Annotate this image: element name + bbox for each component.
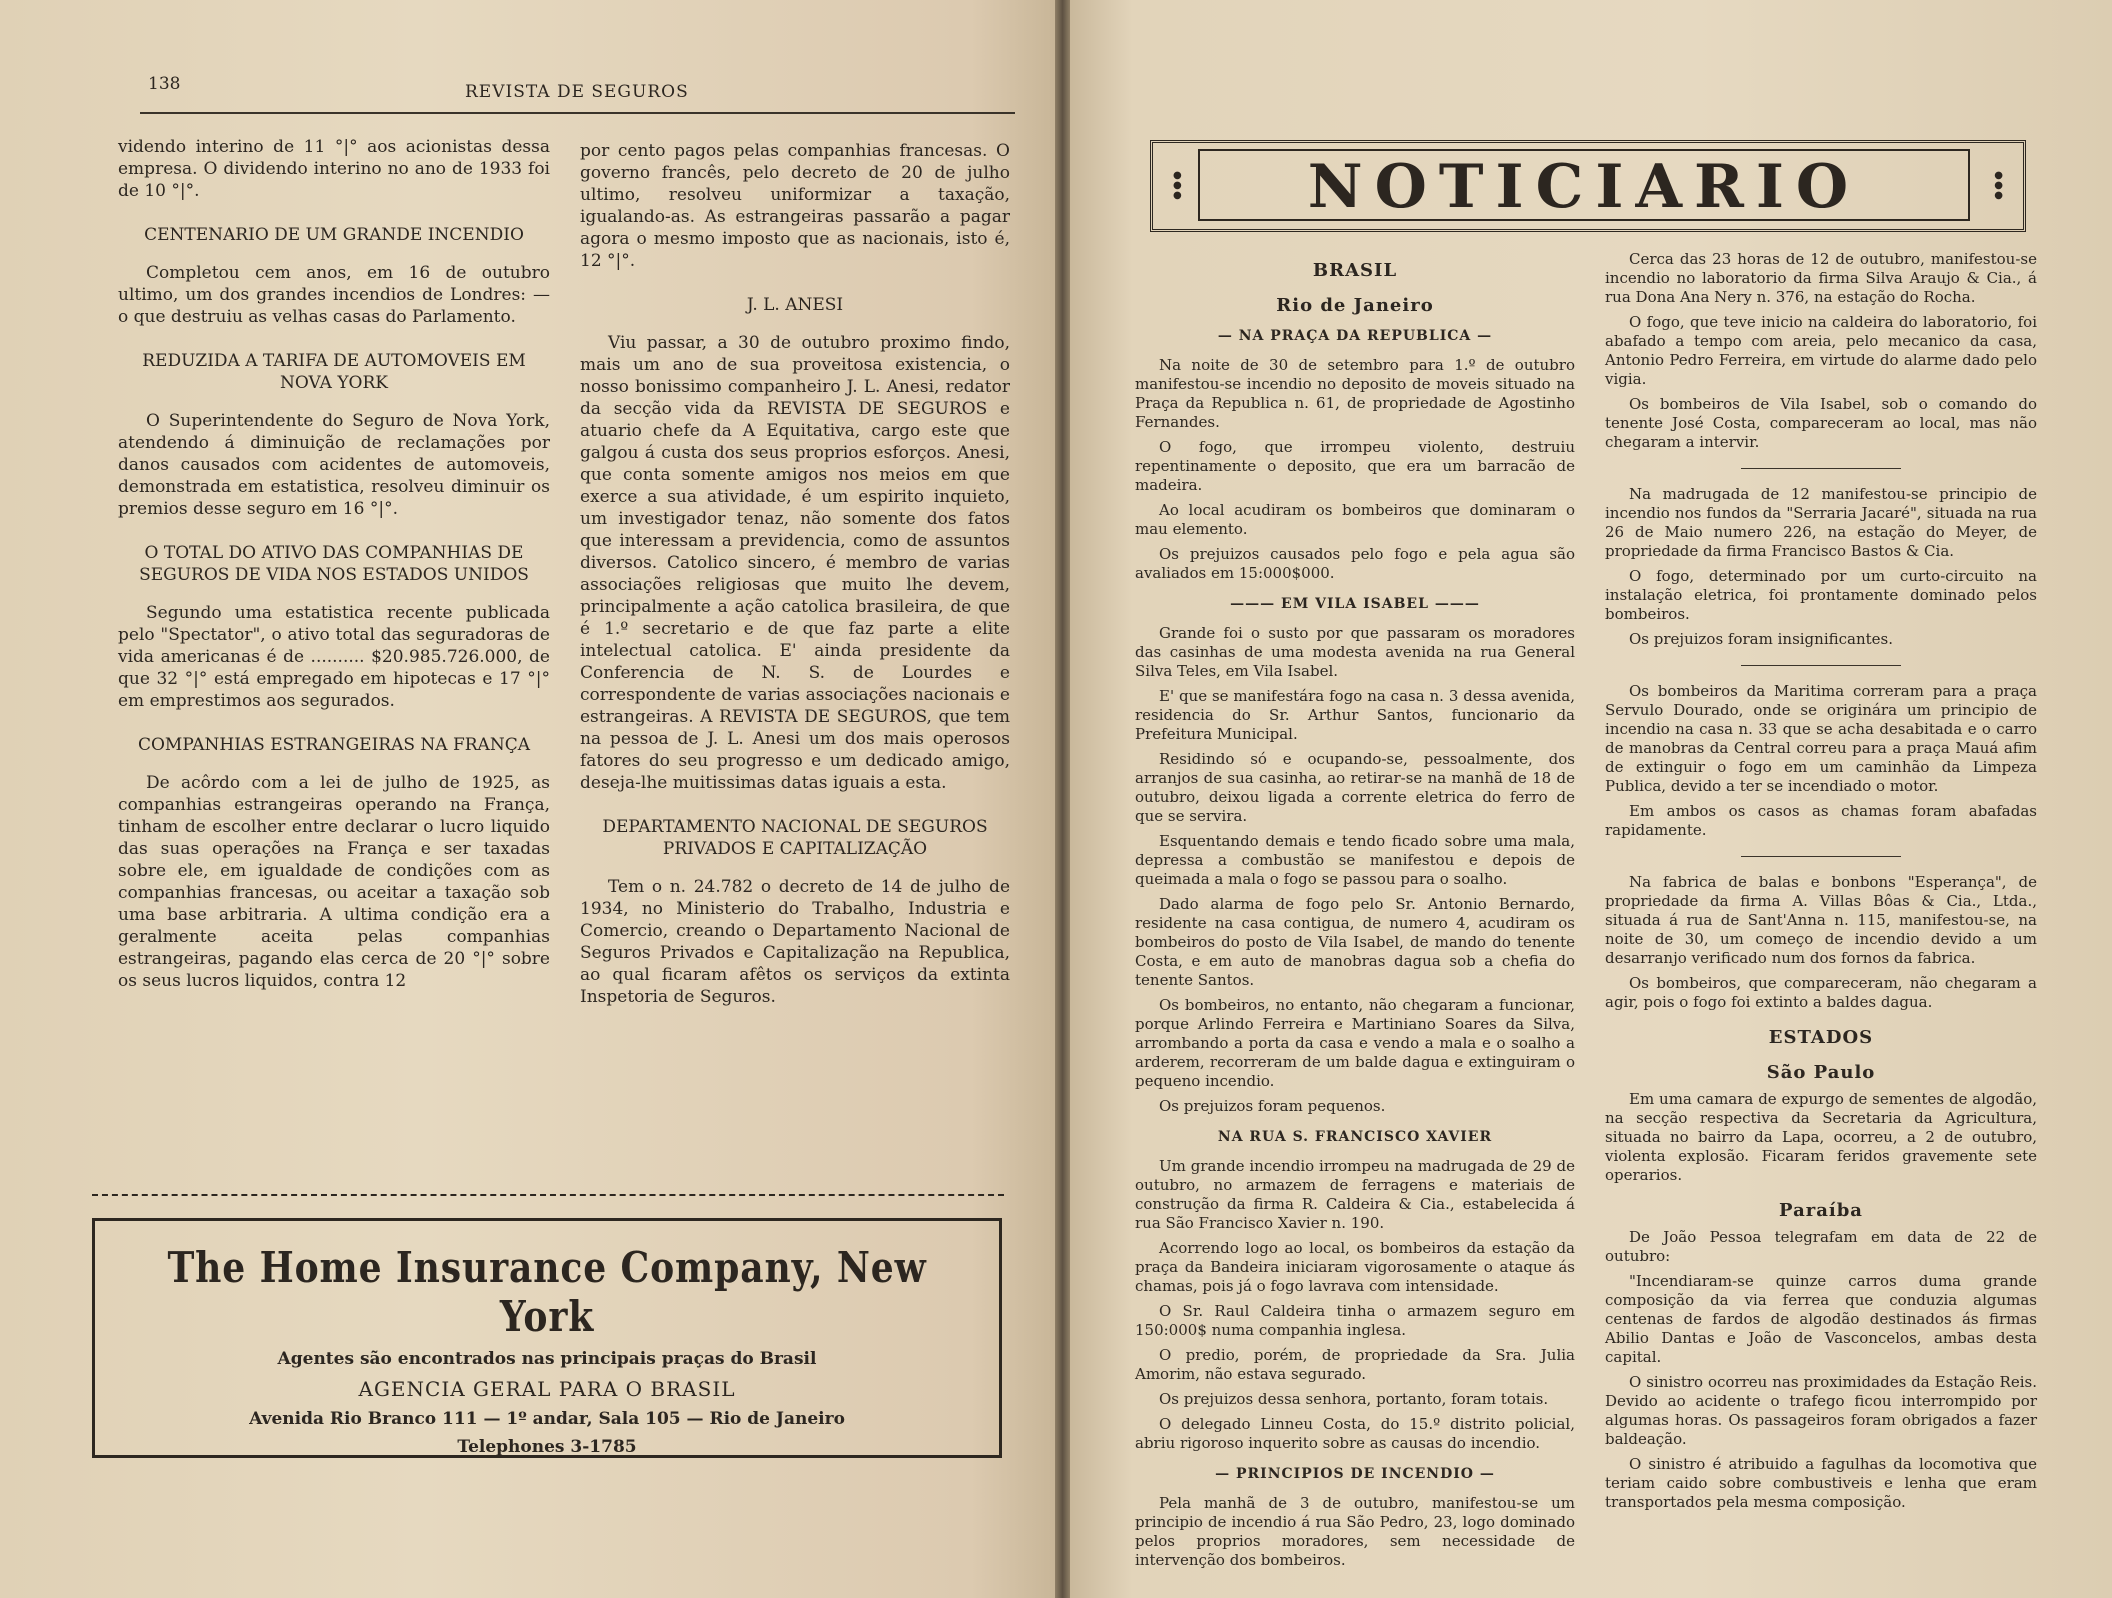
article-paragraph: O Sr. Raul Caldeira tinha o armazem seguro em 150:000$ numa companhia inglesa. [1135, 1302, 1575, 1339]
article-paragraph: O sinistro é atribuido a fagulhas da locomotiva que teriam caido sobre combustiveis e lenha que eram transportados pela mesma composição. [1605, 1455, 2037, 1511]
article-paragraph: O fogo, determinado por um curto-circuito na instalação eletrica, foi prontamente dominado pelos bombeiros. [1605, 567, 2037, 623]
article-paragraph: Esquentando demais e tendo ficado sobre uma mala, depressa a combustão se manifestou e depois de queimada a mala o fogo se passou para o soalho. [1135, 832, 1575, 888]
masthead-title: NOTICIARIO [1307, 152, 1861, 222]
article-heading: J. L. ANESI [746, 295, 844, 315]
article-paragraph: por cento pagos pelas companhias francesas. O governo francês, pelo decreto de 20 de julho ultimo, resolveu uniformizar a taxação, igualando-as. As estrangeiras passarão a pagar agora o mesmo imposto que as nacionais, isto é, 12 °|°. [580, 141, 1010, 271]
article-heading: O TOTAL DO ATIVO DAS COMPANHIAS DE SEGUROS DE VIDA NOS ESTADOS UNIDOS [139, 543, 529, 585]
left-page [0, 0, 1055, 1598]
advertisement-divider [92, 1194, 1004, 1196]
ad-agents-line: Agentes são encontrados nas principais praças do Brasil [277, 1349, 817, 1369]
section-separator [1741, 856, 1901, 857]
left-column-2 [580, 140, 1010, 1018]
article-paragraph: Na fabrica de balas e bonbons "Esperança", de propriedade da firma A. Villas Bôas & Cia., Ltda., situada á rua de Sant'Anna n. 115, manifestou-se, na noite de 30, um começo de incendio devido a um desarranjo verificado num dos fornos da fabrica. [1605, 873, 2037, 967]
article-paragraph: Em ambos os casos as chamas foram abafadas rapidamente. [1605, 802, 2037, 839]
article-paragraph: Na noite de 30 de setembro para 1.º de outubro manifestou-se incendio no deposito de moveis situado na Praça da Republica n. 61, de propriedade de Agostinho Fernandes. [1135, 356, 1575, 431]
article-paragraph: Pela manhã de 3 de outubro, manifestou-se um principio de incendio á rua São Pedro, 23, logo dominado pelos proprios moradores, sem necessidade de intervenção dos bombeiros. [1135, 1494, 1575, 1569]
article-paragraph: Os prejuizos dessa senhora, portanto, foram totais. [1159, 1390, 1549, 1408]
article-paragraph: Os prejuizos foram pequenos. [1159, 1097, 1386, 1115]
book-gutter [1055, 0, 1070, 1598]
subsection-heading: NA RUA S. FRANCISCO XAVIER [1217, 1129, 1493, 1145]
article-paragraph: Segundo uma estatistica recente publicada pelo "Spectator", o ativo total das seguradoras de vida americanas é de .......... $20.985.726.000, de que 32 °|° está empregado em hipotecas e 17 °|° em emprestimos aos segurados. [118, 603, 550, 711]
article-paragraph: Os bombeiros, no entanto, não chegaram a funcionar, porque Arlindo Ferreira e Martiniano Soares da Silva, arrombando a porta da casa e vendo a mala e o soalho a arderem, recorreram de um balde dagua e extinguiram o pequeno incendio. [1135, 996, 1575, 1090]
section-heading: São Paulo [1766, 1062, 1876, 1083]
section-heading: Paraíba [1779, 1200, 1863, 1221]
article-paragraph: O sinistro ocorreu nas proximidades da Estação Reis. Devido ao acidente o trafego ficou interrompido por algumas horas. Os passageiros foram obrigados a fazer baldeação. [1605, 1373, 2037, 1448]
article-paragraph: Ao local acudiram os bombeiros que dominaram o mau elemento. [1135, 501, 1575, 538]
article-paragraph: O fogo, que irrompeu violento, destruiu repentinamente o deposito, que era um barracão de madeira. [1135, 438, 1575, 494]
article-paragraph: Em uma camara de expurgo de sementes de algodão, na secção respectiva da Secretaria da Agricultura, situada no bairro da Lapa, ocorreu, a 2 de outubro, violenta explosão. Ficaram feridos gravemente sete operarios. [1605, 1090, 2037, 1184]
article-paragraph: Na madrugada de 12 manifestou-se principio de incendio nos fundos da "Serraria Jacaré", situada na rua 26 de Maio numero 226, na estação do Meyer, de propriedade da firma Francisco Bastos & Cia. [1605, 485, 2037, 560]
subsection-heading: ——— EM VILA ISABEL ——— [1230, 596, 1480, 612]
article-heading: COMPANHIAS ESTRANGEIRAS NA FRANÇA [137, 735, 530, 755]
article-heading: DEPARTAMENTO NACIONAL DE SEGUROS PRIVADOS E CAPITALIZAÇÃO [602, 817, 988, 859]
article-paragraph: Viu passar, a 30 de outubro proximo findo, mais um ano de sua proveitosa existencia, o nosso bonissimo companheiro J. L. Anesi, redator da secção vida da REVISTA DE SEGUROS e atuario chefe da A Equitativa, cargo este que galgou á custa dos seus proprios esforços. Anesi, que conta somente amigos nos meios em que exerce a sua atividade, é um espirito inquieto, um investigador tenaz, não somente dos fatos que interessam a previdencia, como de assuntos diversos. Catolico sincero, é membro de varias associações religiosas que muito lhe devem, principalmente a ação catolica brasileira, de que é 1.º secretario e de que faz parte a elite intelectual catolica. E' ainda presidente da Conferencia de N. S. de Lourdes e correspondente de varias associações nacionais e estrangeiras. A REVISTA DE SEGUROS, que tem na pessoa de J. L. Anesi um dos mais operosos fatores do seu progresso e um dedicado amigo, deseja-lhe muitissimas datas iguais a esta. [580, 333, 1010, 793]
article-paragraph: O predio, porém, de propriedade da Sra. Julia Amorim, não estava segurado. [1135, 1346, 1575, 1383]
section-heading: ESTADOS [1768, 1027, 1874, 1048]
article-paragraph: Cerca das 23 horas de 12 de outubro, manifestou-se incendio no laboratorio da firma Silva Araujo & Cia., á rua Dona Ana Nery n. 376, na estação do Rocha. [1605, 250, 2037, 306]
section-separator [1741, 665, 1901, 666]
masthead-ornament-right: ● ● ● [1994, 170, 2003, 201]
article-paragraph: E' que se manifestára fogo na casa n. 3 dessa avenida, residencia do Sr. Arthur Santos, funcionario da Prefeitura Municipal. [1135, 687, 1575, 743]
subsection-heading: — NA PRAÇA DA REPUBLICA — [1217, 328, 1493, 344]
masthead-title-frame [1198, 149, 1970, 221]
ad-telephone-line: Telephones 3-1785 [457, 1437, 637, 1457]
article-paragraph: De João Pessoa telegrafam em data de 22 de outubro: [1605, 1228, 2037, 1265]
article-paragraph: O delegado Linneu Costa, do 15.º distrito policial, abriu rigoroso inquerito sobre as causas do incendio. [1135, 1415, 1575, 1452]
ad-address-line: Avenida Rio Branco 111 — 1º andar, Sala 105 — Rio de Janeiro [249, 1409, 845, 1429]
page-number: 138 [148, 74, 181, 94]
article-paragraph: Residindo só e ocupando-se, pessoalmente, dos arranjos de sua casinha, ao retirar-se na manhã de 18 de outubro, deixou ligada a corrente eletrica do ferro de que se servira. [1135, 750, 1575, 825]
section-heading: Rio de Janeiro [1276, 295, 1434, 316]
article-paragraph: "Incendiaram-se quinze carros duma grande composição da via ferrea que conduzia algumas centenas de fardos de algodão destinados ás firmas Abilio Dantas e João de Vasconcelos, ambas desta capital. [1605, 1272, 2037, 1366]
article-paragraph: videndo interino de 11 °|° aos acionistas dessa empresa. O dividendo interino no ano de 1933 foi de 10 °|°. [118, 137, 550, 201]
article-paragraph: Um grande incendio irrompeu na madrugada de 29 de outubro, no armazem de ferragens e materiais de construção da firma R. Caldeira & Cia., estabelecida á rua São Francisco Xavier n. 190. [1135, 1157, 1575, 1232]
article-paragraph: De acôrdo com a lei de julho de 1925, as companhias estrangeiras operando na França, tinham de escolher entre declarar o lucro liquido das suas operações na França e ser taxadas sobre ele, em igualdade de condições com as companhias francesas, ou aceitar a taxação sob uma base arbitraria. A ultima condição era a geralmente aceita pelas companhias estrangeiras, pagando elas cerca de 20 °|° sobre os seus lucros liquidos, contra 12 [118, 773, 550, 991]
running-header [140, 72, 1015, 114]
right-column-2 [1605, 250, 2037, 1518]
article-paragraph: Grande foi o susto por que passaram os moradores das casinhas de uma modesta avenida na rua General Silva Teles, em Vila Isabel. [1135, 624, 1575, 680]
right-column-1 [1135, 245, 1575, 1576]
advertisement-box [92, 1218, 1002, 1458]
article-heading: REDUZIDA A TARIFA DE AUTOMOVEIS EM NOVA YORK [142, 351, 526, 393]
section-heading: BRASIL [1312, 260, 1398, 281]
article-paragraph: Acorrendo logo ao local, os bombeiros da estação da praça da Bandeira iniciaram vigorosamente o ataque ás chamas, pois já o fogo lavrava com intensidade. [1135, 1239, 1575, 1295]
subsection-heading: — PRINCIPIOS DE INCENDIO — [1215, 1466, 1495, 1482]
article-paragraph: Os bombeiros de Vila Isabel, sob o comando do tenente José Costa, compareceram ao local, mas não chegaram a intervir. [1605, 395, 2037, 451]
ad-agency-line: AGENCIA GERAL PARA O BRASIL [358, 1377, 736, 1401]
masthead-box [1150, 140, 2026, 232]
masthead-ornament-left: ● ● ● [1173, 170, 1182, 201]
article-paragraph: Tem o n. 24.782 o decreto de 14 de julho de 1934, no Ministerio do Trabalho, Industria e Comercio, creando o Departamento Nacional de Seguros Privados e Capitalização na Republica, ao qual ficaram afêtos os serviços da extinta Inspetoria de Seguros. [580, 877, 1010, 1007]
article-paragraph: Os bombeiros, que compareceram, não chegaram a agir, pois o fogo foi extinto a baldes dagua. [1605, 974, 2037, 1011]
article-paragraph: Dado alarma de fogo pelo Sr. Antonio Bernardo, residente na casa contigua, de numero 4, acudiram os bombeiros do posto de Vila Isabel, de mando do tenente Costa, e em auto de manobras dagua sob a chefia do tenente Santos. [1135, 895, 1575, 989]
running-head-title: REVISTA DE SEGUROS [465, 82, 689, 102]
article-paragraph: Os prejuizos causados pelo fogo e pela agua são avaliados em 15:000$000. [1135, 545, 1575, 582]
article-paragraph: Os prejuizos foram insignificantes. [1629, 630, 1894, 648]
article-paragraph: O Superintendente do Seguro de Nova York, atendendo á diminuição de reclamações por danos causados com acidentes de automoveis, demonstrada em estatistica, resolveu diminuir os premios desse seguro em 16 °|°. [118, 411, 550, 519]
left-column-1 [118, 136, 550, 1002]
article-paragraph: O fogo, que teve inicio na caldeira do laboratorio, foi abafado a tempo com areia, pelo mecanico da casa, Antonio Pedro Ferreira, em virtude do alarme dado pelo vigia. [1605, 313, 2037, 388]
section-separator [1741, 468, 1901, 469]
article-paragraph: Completou cem anos, em 16 de outubro ultimo, um dos grandes incendios de Londres: — o que destruiu as velhas casas do Parlamento. [118, 263, 550, 327]
article-heading: CENTENARIO DE UM GRANDE INCENDIO [144, 225, 524, 245]
ad-company-name: The Home Insurance Company, New York [167, 1243, 927, 1341]
article-paragraph: Os bombeiros da Maritima correram para a praça Servulo Dourado, onde se originára um principio de incendio na casa n. 33 que se acha desabitada e o carro de manobras da Central correu para a praça Mauá afim de extinguir o fogo em um caminhão da Limpeza Publica, devido a ter se incendiado o motor. [1605, 682, 2037, 795]
